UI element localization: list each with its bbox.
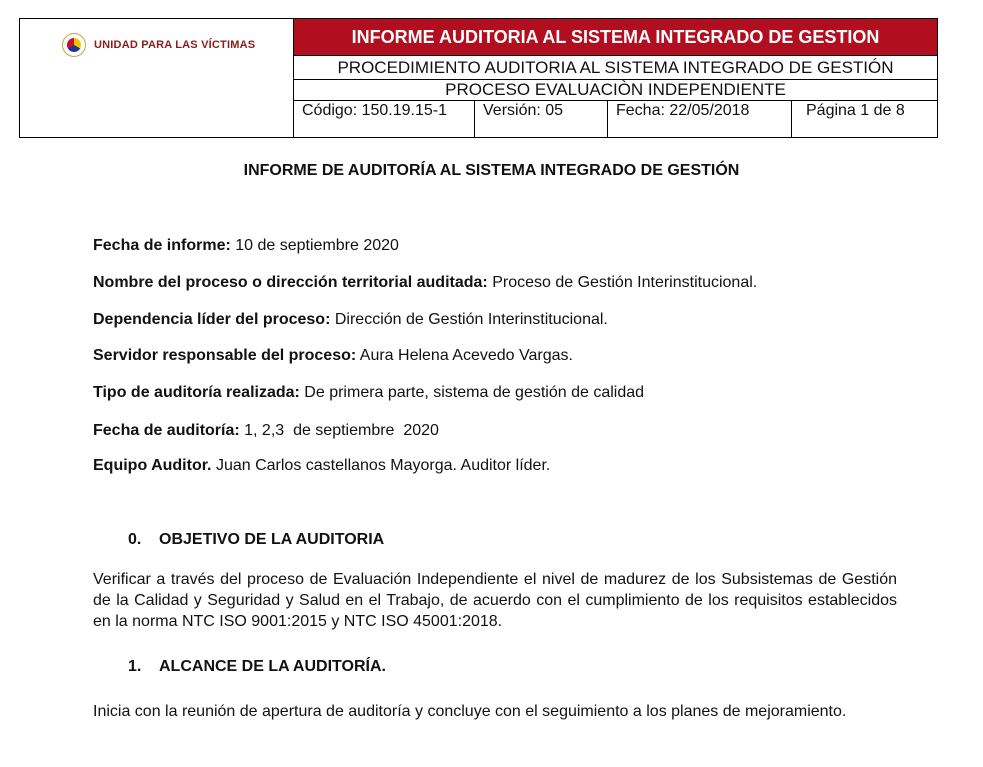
- section-text-objective: Verificar a través del proceso de Evaluación Independiente el nivel de madurez de los Subsistemas de Gestión de la Calidad y Seguridad y Salud en el Trabajo, de acuerdo con el cumplimiento de los requisitos establecidos en la norma NTC ISO 9001:2015 y NTC ISO 45001:2018.: [93, 571, 897, 630]
- header-date: Fecha: 22/05/2018: [608, 101, 792, 137]
- field-label: Dependencia líder del proceso:: [93, 311, 331, 328]
- field-value: 10 de septiembre 2020: [230, 237, 399, 254]
- header-code: Código: 150.19.15-1: [294, 101, 475, 137]
- field-value: Juan Carlos castellanos Mayorga. Auditor líder.: [211, 457, 551, 474]
- field-process-name: [93, 274, 757, 292]
- section-heading-objective: [128, 531, 384, 549]
- field-label: Nombre del proceso o dirección territorial auditada:: [93, 274, 488, 291]
- field-value: De primera parte, sistema de gestión de calidad: [299, 384, 645, 401]
- logo-text: UNIDAD PARA LAS VÍCTIMAS: [94, 39, 256, 51]
- organization-logo: [62, 33, 255, 57]
- field-responsible-servant: [93, 347, 573, 365]
- field-label: Servidor responsable del proceso:: [93, 347, 357, 364]
- field-label: Tipo de auditoría realizada:: [93, 384, 300, 401]
- section-title: ALCANCE DE LA AUDITORÍA.: [159, 658, 386, 675]
- section-title: OBJETIVO DE LA AUDITORIA: [159, 531, 385, 548]
- field-audit-team: [93, 457, 550, 475]
- section-number: 0.: [128, 531, 142, 548]
- document-header-table: [19, 18, 938, 138]
- section-number: 1.: [128, 658, 142, 675]
- section-heading-scope: [128, 658, 386, 676]
- field-audit-date: [93, 422, 439, 440]
- coat-of-arms-icon: [62, 33, 86, 57]
- header-procedure: PROCEDIMIENTO AUDITORIA AL SISTEMA INTEGRADO DE GESTIÓN: [294, 56, 937, 80]
- field-value: Proceso de Gestión Interinstitucional.: [487, 274, 758, 291]
- section-text-scope: Inicia con la reunión de apertura de auditoría y concluye con el seguimiento a los planes de mejoramiento.: [93, 703, 847, 720]
- header-version: Versión: 05: [475, 101, 608, 137]
- field-label: Fecha de informe:: [93, 237, 231, 254]
- field-value: Dirección de Gestión Interinstitucional.: [330, 311, 608, 328]
- document-title: INFORME DE AUDITORÍA AL SISTEMA INTEGRADO DE GESTIÓN: [243, 162, 740, 179]
- header-title: INFORME AUDITORIA AL SISTEMA INTEGRADO DE GESTION: [294, 19, 937, 56]
- field-report-date: [93, 237, 399, 255]
- field-lead-dependency: [93, 311, 608, 329]
- field-audit-type: [93, 384, 644, 402]
- field-label: Fecha de auditoría:: [93, 422, 245, 439]
- field-value: Aura Helena Acevedo Vargas.: [356, 347, 573, 364]
- header-meta-row: [294, 100, 937, 137]
- header-process: PROCESO EVALUACIÒN INDEPENDIENTE: [445, 80, 786, 99]
- field-value: 1, 2,3 de septiembre 2020: [244, 422, 439, 439]
- logo-cell: [20, 19, 294, 137]
- field-label: Equipo Auditor.: [93, 457, 212, 474]
- header-page: Página 1 de 8: [806, 102, 905, 119]
